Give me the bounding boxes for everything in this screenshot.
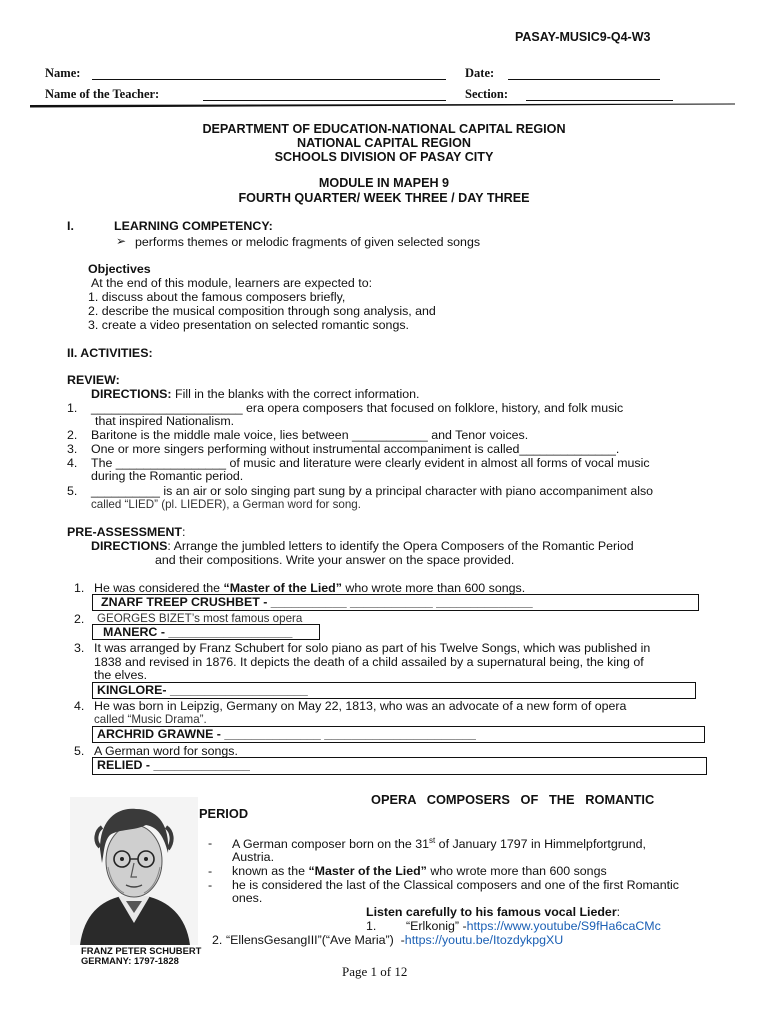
review-title: REVIEW: bbox=[67, 373, 120, 387]
header-division: SCHOOLS DIVISION OF PASAY CITY bbox=[274, 150, 494, 164]
song-entry: “Erlkonig” -https://www.youtube/S9fHa6caCMc bbox=[406, 919, 661, 933]
header-divider bbox=[0, 100, 768, 112]
question-text: It was arranged by Franz Schubert for solo piano as part of his Twelve Songs, which was published in bbox=[94, 641, 651, 655]
arrow-bullet-icon: ➢ bbox=[116, 234, 127, 248]
header-ncr: NATIONAL CAPITAL REGION bbox=[297, 136, 471, 150]
question-text-cont: 1838 and revised in 1876. It depicts the death of a child assailed by a supernatural being, the king of bbox=[94, 655, 644, 669]
question-number: 4. bbox=[74, 699, 85, 713]
preassessment-directions-cont: and their compositions. Write your answer on the space provided. bbox=[155, 553, 515, 567]
activities-title: II. ACTIVITIES: bbox=[67, 346, 153, 360]
section-number-i: I. bbox=[67, 219, 74, 233]
jumbled-word: ZNARF TREEP CRUSHBET - ___________ ____________ ______________ bbox=[101, 595, 533, 609]
review-item: ______________________ era opera composers that focused on folklore, history, and folk music bbox=[91, 401, 624, 415]
header-deped: DEPARTMENT OF EDUCATION-NATIONAL CAPITAL REGION bbox=[202, 122, 566, 136]
section-label: Section: bbox=[465, 87, 509, 101]
dash-bullet-icon: - bbox=[208, 878, 213, 892]
schubert-portrait-image bbox=[70, 797, 198, 945]
review-directions: DIRECTIONS: Fill in the blanks with the correct information. bbox=[91, 387, 420, 401]
review-item-cont: that inspired Nationalism. bbox=[95, 414, 235, 428]
question-number: 1. bbox=[74, 581, 85, 595]
review-item-number: 4. bbox=[67, 456, 78, 470]
question-text-cont: the elves. bbox=[94, 668, 148, 682]
portrait-caption-name: FRANZ PETER SCHUBERT bbox=[81, 945, 202, 956]
objectives-intro: At the end of this module, learners are expected to: bbox=[91, 276, 373, 290]
review-item: Baritone is the middle male voice, lies between ___________ and Tenor voices. bbox=[91, 428, 529, 442]
date-field[interactable] bbox=[508, 79, 660, 80]
review-item-number: 1. bbox=[67, 401, 78, 415]
song-number: 2. bbox=[212, 933, 223, 947]
review-item-cont: called “LIED” (pl. LIEDER), a German word for song. bbox=[91, 498, 361, 511]
question-number: 2. bbox=[74, 612, 85, 626]
question-text: He was considered the “Master of the Lied” who wrote more than 600 songs. bbox=[94, 581, 526, 595]
question-text: A German word for songs. bbox=[94, 744, 238, 758]
teacher-label: Name of the Teacher: bbox=[45, 87, 160, 101]
review-item-cont: during the Romantic period. bbox=[91, 469, 244, 483]
dash-bullet-icon: - bbox=[208, 836, 213, 850]
question-number: 3. bbox=[74, 641, 85, 655]
listen-heading: Listen carefully to his famous vocal Lieder: bbox=[366, 905, 621, 919]
name-field[interactable] bbox=[92, 79, 446, 80]
module-code: PASAY-MUSIC9-Q4-W3 bbox=[515, 30, 651, 44]
song-entry: “EllensGesangIII”(“Ave Maria”) -https://youtu.be/ItozdykpgXU bbox=[226, 933, 564, 947]
review-item-number: 3. bbox=[67, 442, 78, 456]
preassessment-directions: DIRECTIONS: Arrange the jumbled letters to identify the Opera Composers of the Romantic Period bbox=[91, 539, 634, 553]
song-number: 1. bbox=[366, 919, 377, 933]
competency-title: LEARNING COMPETENCY: bbox=[114, 219, 273, 233]
objective-item: 3. create a video presentation on selected romantic songs. bbox=[88, 318, 409, 332]
date-label: Date: bbox=[465, 66, 495, 80]
question-text-cont: called “Music Drama”. bbox=[94, 713, 207, 726]
question-text: He was born in Leipzig, Germany on May 22, 1813, who was an advocate of a new form of opera bbox=[94, 699, 627, 713]
review-item: The ________________ of music and literature were clearly evident in almost all forms of vocal music bbox=[91, 456, 650, 470]
jumbled-word: MANERC - __________________ bbox=[103, 625, 293, 639]
review-item-number: 2. bbox=[67, 428, 78, 442]
jumbled-word: KINGLORE- ____________________ bbox=[97, 683, 308, 697]
jumbled-word: RELIED - ______________ bbox=[97, 758, 250, 772]
song-link[interactable]: https://youtu.be/ItozdykpgXU bbox=[404, 933, 564, 947]
objectives-title: Objectives bbox=[88, 262, 151, 276]
question-number: 5. bbox=[74, 744, 85, 758]
page-number: Page 1 of 12 bbox=[342, 964, 408, 979]
name-label: Name: bbox=[45, 66, 81, 80]
portrait-caption-origin: GERMANY: 1797-1828 bbox=[81, 955, 179, 966]
composer-fact: A German composer born on the 31st of January 1797 in Himmelpfortgrund, bbox=[232, 836, 646, 852]
composer-fact-cont: Austria. bbox=[232, 850, 275, 864]
header-quarter: FOURTH QUARTER/ WEEK THREE / DAY THREE bbox=[238, 191, 530, 205]
question-text: GEORGES BIZET’s most famous opera bbox=[97, 612, 303, 625]
song-link[interactable]: https://www.youtube/S9fHa6caCMc bbox=[466, 919, 661, 933]
preassessment-title: PRE-ASSESSMENT: bbox=[67, 525, 186, 539]
composer-fact: he is considered the last of the Classical composers and one of the first Romantic bbox=[232, 878, 679, 892]
composer-fact-cont: ones. bbox=[232, 891, 263, 905]
objective-item: 1. discuss about the famous composers briefly, bbox=[88, 290, 346, 304]
composers-title-cont: PERIOD bbox=[199, 806, 249, 821]
header-module: MODULE IN MAPEH 9 bbox=[318, 176, 450, 190]
jumbled-word: ARCHRID GRAWNE - ______________ ______________________ bbox=[97, 727, 476, 741]
review-item: One or more singers performing without instrumental accompaniment is called______________. bbox=[91, 442, 620, 456]
review-item-number: 5. bbox=[67, 484, 78, 498]
composer-fact: known as the “Master of the Lied” who wrote more than 600 songs bbox=[232, 864, 607, 878]
composers-title: OPERA COMPOSERS OF THE ROMANTIC bbox=[371, 792, 655, 807]
competency-item: performs themes or melodic fragments of given selected songs bbox=[135, 235, 481, 249]
dash-bullet-icon: - bbox=[208, 864, 213, 878]
review-item: __________ is an air or solo singing part sung by a principal character with piano accompaniment also bbox=[91, 484, 654, 498]
objective-item: 2. describe the musical composition through song analysis, and bbox=[88, 304, 436, 318]
